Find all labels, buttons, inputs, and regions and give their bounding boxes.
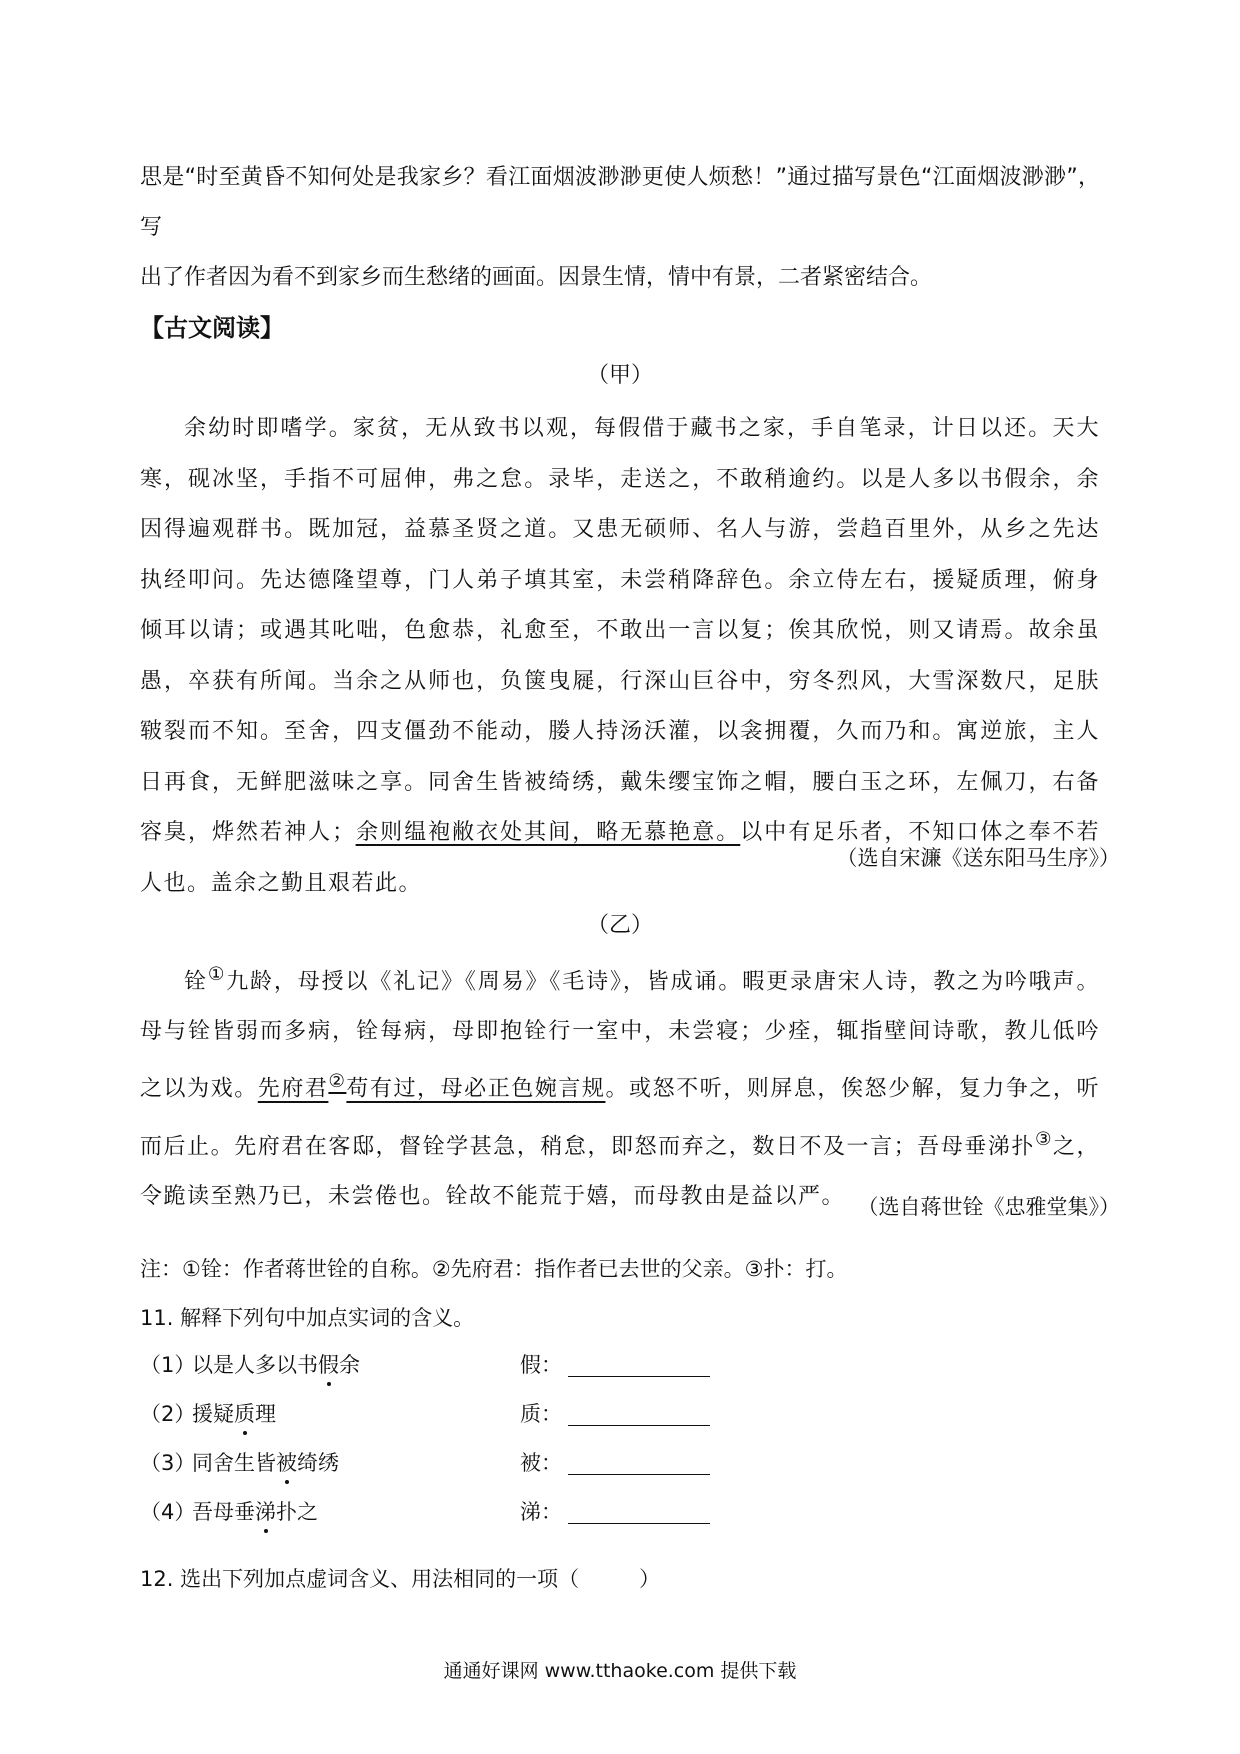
- answer-label: 被：: [520, 1451, 562, 1475]
- passage-jia-underlined-sentence: 余则缊袍敝衣处其间，略无慕艳意。: [355, 820, 741, 845]
- passage-jia-text-after: 以中有足乐者，不知口体之奉不若人也。盖余之勤且艰若此。: [140, 820, 1100, 896]
- footnote-marker-2: ②: [328, 1071, 347, 1093]
- passage-jia-source: （选自宋濂《送东阳马生序》）: [836, 846, 1120, 870]
- passage-jia: [140, 404, 1100, 909]
- answer-blank[interactable]: [568, 1474, 710, 1475]
- question-11-item-1: [140, 1349, 900, 1389]
- item-text-pre: 以是人多以书: [192, 1353, 318, 1377]
- passage-yi-underlined-b: 苟有过，母必正色婉言规: [346, 1076, 606, 1102]
- answer-blank[interactable]: [568, 1523, 710, 1524]
- passage-jia-heading: （甲）: [586, 363, 653, 388]
- answer-label: 质：: [520, 1402, 562, 1426]
- question-12-close: ）: [639, 1567, 661, 1591]
- passage-yi-part-2: 九龄，母授以《礼记》《周易》《毛诗》，皆成诵。暇更录唐宋人诗，教之为吟哦声。母与铨皆弱而多病，铨每病，母即抱铨行一室中，未尝寝；少痊，辄指壁间诗歌，教儿低吟之以为戏。: [140, 969, 1100, 1102]
- passage-yi: [140, 950, 1100, 1222]
- passage-yi-source: （选自蒋世铨《忠雅堂集》）: [857, 1195, 1120, 1219]
- item-sentence: [192, 1398, 276, 1428]
- question-12-text: 12. 选出下列加点虚词含义、用法相同的一项（: [140, 1567, 580, 1591]
- item-sentence: [192, 1496, 318, 1526]
- footnote-marker-1: ①: [207, 964, 227, 985]
- item-sentence: [192, 1349, 360, 1379]
- passage-yi-part-4: 之，令跪读至熟乃已，未尝倦也。铨故不能荒于嬉，而母教由是益以严。: [140, 1133, 1100, 1209]
- dotted-word: 被: [276, 1447, 297, 1477]
- item-text-pre: 吾母垂: [192, 1500, 255, 1524]
- answer-label: 假：: [520, 1353, 562, 1377]
- dotted-word: 涕: [255, 1496, 276, 1526]
- passage-jia-text-before: 余幼时即嗜学。家贫，无从致书以观，每假借于藏书之家，手自笔录，计日以还。天大寒，砚冰坚，手指不可屈伸，弗之怠。录毕，走送之，不敢稍逾约。以是人多以书假余，余因得遍观群书。既加冠，益慕圣贤之道。又患无硕师、名人与游，尝趋百里外，从乡之先达执经叩问。先达德隆望尊，门人弟子填其室，未尝稍降辞色。余立侍左右，援疑质理，俯身倾耳以请；或遇其叱咄，色愈恭，礼愈至，不敢出一言以复；俟其欣悦，则又请焉。故余虽愚，卒获有所闻。当余之从师也，负箧曳屣，行深山巨谷中，穷冬烈风，大雪深数尺，足肤皲裂而不知。至舍，四支僵劲不能动，媵人持汤沃灌，以衾拥覆，久而乃和。寓逆旅，主人日再食，无鲜肥滋味之享。同舍生皆被绮绣，戴朱缨宝饰之帽，腰白玉之环，左佩刀，右备容臭，烨然若神人；: [140, 416, 1100, 845]
- intro-line-2: 出了作者因为看不到家乡而生愁绪的画面。因景生情，情中有景，二者紧密结合。: [140, 265, 933, 290]
- question-11-item-3: [140, 1447, 900, 1487]
- item-text-pre: 援疑: [192, 1402, 234, 1426]
- item-text-post: 扑之: [276, 1500, 318, 1524]
- intro-paragraph: [140, 153, 1100, 303]
- dotted-word: 假: [318, 1349, 339, 1379]
- passage-yi-text: [140, 950, 1100, 1222]
- passage-yi-heading: （乙）: [586, 913, 653, 938]
- intro-line-1: 思是“时至黄昏不知何处是我家乡？看江面烟波渺渺更使人烦愁！”通过描写景色“江面烟波渺渺”，写: [140, 165, 1100, 240]
- dotted-word: 质: [234, 1398, 255, 1428]
- question-11-prompt: 11. 解释下列句中加点实词的含义。: [140, 1306, 475, 1330]
- footnote-marker-3: ③: [1034, 1128, 1053, 1150]
- item-number: （4）: [140, 1500, 196, 1524]
- question-12-prompt: [140, 1563, 660, 1593]
- item-number: （1）: [140, 1353, 196, 1377]
- item-text-post: 绮绣: [297, 1451, 339, 1475]
- item-number: （2）: [140, 1402, 196, 1426]
- question-11-item-2: [140, 1398, 900, 1438]
- answer-blank[interactable]: [568, 1425, 710, 1426]
- answer-blank[interactable]: [568, 1376, 710, 1377]
- item-sentence: [192, 1447, 339, 1477]
- answer-label: 涕：: [520, 1500, 562, 1524]
- item-text-post: 理: [255, 1402, 276, 1426]
- passage-jia-text: [140, 404, 1100, 909]
- passage-yi-underlined-a: 先府君: [257, 1076, 329, 1102]
- footnotes: 注：①铨：作者蒋世铨的自称。②先府君：指作者已去世的父亲。③扑：打。: [140, 1257, 848, 1281]
- item-number: （3）: [140, 1451, 196, 1475]
- page-footer: 通通好课网 www.tthaoke.com 提供下载: [443, 1660, 797, 1682]
- section-title: 【古文阅读】: [140, 314, 284, 342]
- question-11-item-4: [140, 1496, 900, 1536]
- passage-yi-part-3: 。或怒不听，则屏息，俟怒少解，复力争之，听而后止。先府君在客邸，督铨学甚急，稍怠，即怒而弃之，数日不及一言；吾母垂涕扑: [140, 1076, 1100, 1159]
- item-text-post: 余: [339, 1353, 360, 1377]
- item-text-pre: 同舍生皆: [192, 1451, 276, 1475]
- passage-yi-part-1: 铨: [184, 969, 208, 995]
